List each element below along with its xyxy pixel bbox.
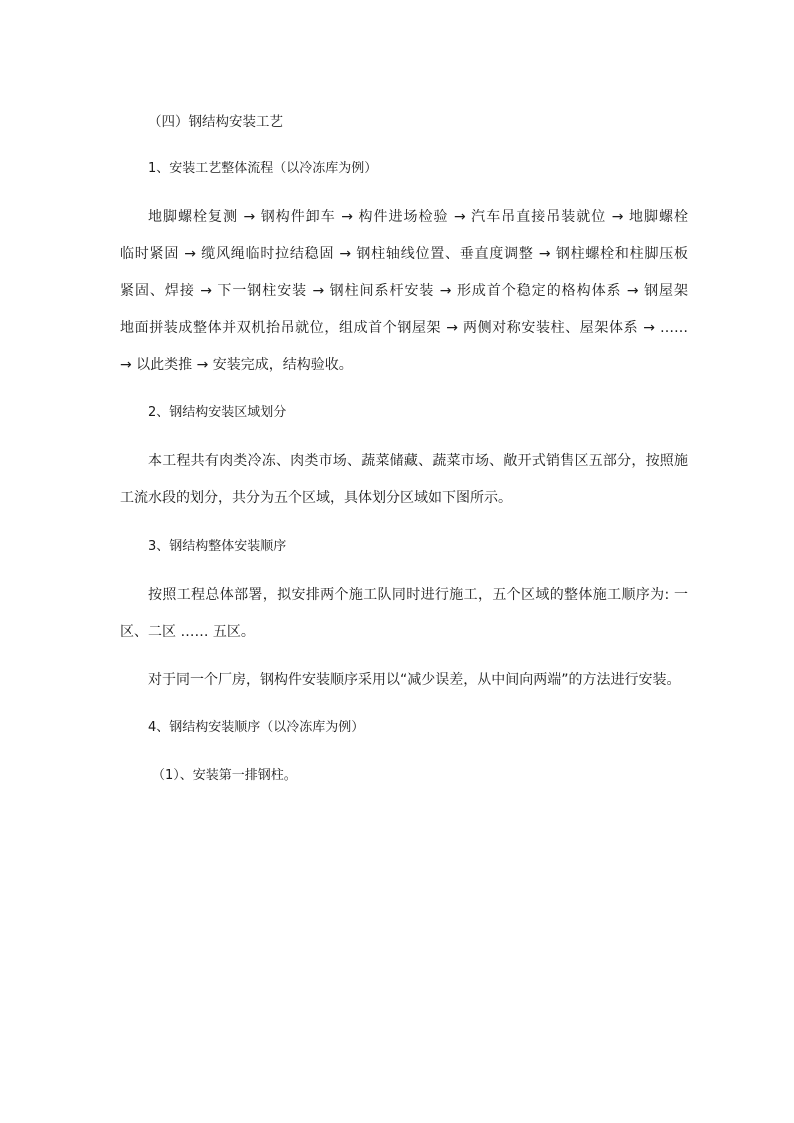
flow-line-3: 紧固、焊接 → 下一钢柱安装 → 钢柱间系杆安装 → 形成首个稳定的格构体系 → 钢屋架 [120, 283, 688, 299]
sequence-line-1: 按照工程总体部署，拟安排两个施工队同时进行施工，五个区域的整体施工顺序为: 一 [148, 587, 688, 603]
sequence-line-2: 区、二区 …… 五区。 [120, 624, 255, 640]
list-item-1: （1）、安装第一排钢柱。 [152, 768, 297, 783]
heading-install-flow: 1、安装工艺整体流程（以冷冻库为例） [148, 161, 378, 176]
heading-overall-sequence: 3、钢结构整体安装顺序 [148, 539, 287, 554]
heading-area-division: 2、钢结构安装区域划分 [148, 405, 287, 420]
flow-line-5: → 以此类推 → 安装完成，结构验收。 [120, 357, 353, 373]
flow-line-2: 临时紧固 → 缆风绳临时拉结稳固 → 钢柱轴线位置、垂直度调整 → 钢柱螺栓和柱脚压板 [120, 246, 688, 262]
heading-install-order: 4、钢结构安装顺序（以冷冻库为例） [148, 720, 365, 735]
section-title: （四）钢结构安装工艺 [148, 114, 283, 130]
area-line-2: 工流水段的划分，共分为五个区域，具体划分区域如下图所示。 [120, 490, 512, 506]
sequence-paragraph-2: 对于同一个厂房，钢构件安装顺序采用以“减少误差，从中间向两端”的方法进行安装。 [148, 672, 681, 688]
area-line-1: 本工程共有肉类冷冻、肉类市场、蔬菜储藏、蔬菜市场、敞开式销售区五部分，按照施 [148, 453, 688, 469]
flow-line-4: 地面拼装成整体并双机抬吊就位，组成首个钢屋架 → 两侧对称安装柱、屋架体系 → …… [120, 320, 688, 336]
flow-line-1: 地脚螺栓复测 → 钢构件卸车 → 构件进场检验 → 汽车吊直接吊装就位 → 地脚螺栓 [148, 209, 688, 225]
